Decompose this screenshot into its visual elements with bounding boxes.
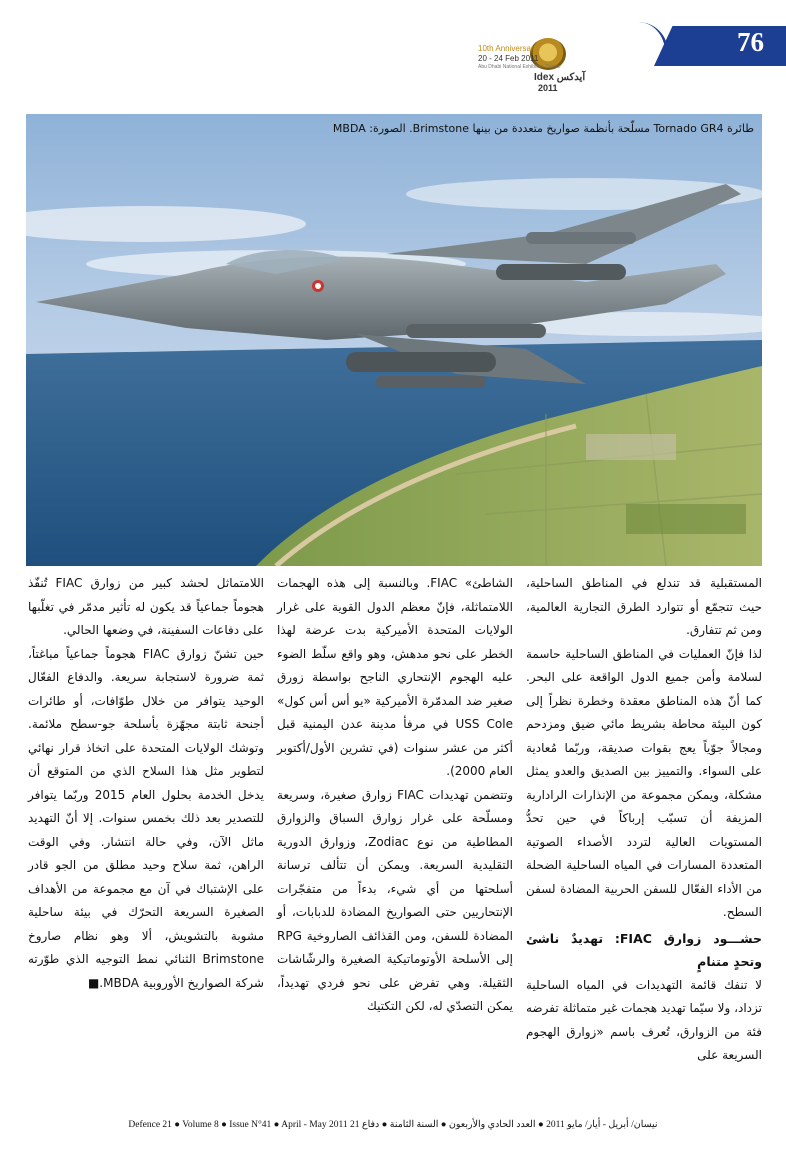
paragraph: حين تشنّ زوارق FIAC هجوماً جماعياً مباغتاً، ثمة ضرورة لاستجابة سريعة. والدفاع الفعّال الوحيد يتوافر من خلال طوّافات، أو طائرات أجنحة ثابتة مجهّزة بأسلحة جو-سطح ملائمة. وتوشك الولايات المتحدة على اتخاذ قرار نهائي لتطوير مثل هذا السلاح الذي من المتوقع أن يدخل الخدمة بحلول العام 2015 وربّما يتوافر للتصدير بعد ذلك بخمس سنوات. إلا أنّ التهديد ماثل الآن، وفي حالة انتشار. وفي الوقت الراهن، ثمة سلاح وحيد مطلق من الجو قادر على الإشتباك في آن مع مجموعة من الأهداف الصغيرة السريعة التحرّك في بيئة ساحلية مشوبة بالتشويش، ألا وهو نظام صاروخ Brimstone الثنائي نمط التوجيه الذي طوّرته شركة الصواريخ الأوروبية MBDA.■: [28, 646, 264, 990]
paragraph: وتتضمن تهديدات FIAC زوارق صغيرة، وسريعة ومسلّحة على غرار زوارق السباق والزوارق المطاطية من نوع Zodiac، وزوارق الدورية التقليدية السريعة. ويمكن أن تتألف ترسانة أسلحتها من أي شيء، بدءاً من متفجّرات الإنتحاريين حتى الصواريخ المضادة للدبابات، أو المضادة للسفن، ومن القذائف الصاروخية RPG إلى الأسلحة الأوتوماتيكية الصغيرة والرشّاشات الثقيلة. وهي تفرض على نحو فردي تهديداً، يمكن التصدّي له، لكن التكتيك: [277, 787, 513, 1013]
paragraph: لا تنفك قائمة التهديدات في المياه الساحلية تزداد، ولا سيّما تهديد هجمات غير متماثلة تفرضه فئة من الزوارق، تُعرف باسم «زوارق الهجوم السريعة على: [526, 977, 762, 1062]
paragraph: الشاطئ» FIAC. وبالنسبة إلى هذه الهجمات اللامتماثلة، فإنّ معظم الدول القوية على غرار الولايات المتحدة الأميركية بدت عرضة لهذا الخطر على نحو مدهش، وهو واقع سلّط الضوء عليه الهجوم الإنتحاري الناجح بواسطة زورق صغير ضد المدمّرة الأميركية «يو أس أس كول» USS Cole في مرفأ مدينة عدن اليمنية قبل أكثر من عشر سنوات (في تشرين الأول/أكتوبر العام 2000).: [277, 576, 513, 778]
tornado-aircraft-illustration: [26, 114, 762, 566]
section-heading: حشـــود زوارق FIAC: تهديدٌ ناشئ وتحدٍ متنامٍ: [526, 930, 762, 969]
article-column-left: [28, 572, 264, 995]
paragraph: اللامتماثل لحشد كبير من زوارق FIAC تُنفّذ هجوماً جماعياً قد يكون له تأثير مدمّر في تغلّبها على دفاعات السفينة، في وضعها الحالي.: [28, 576, 264, 637]
idex-logo: [478, 36, 618, 96]
paragraph: المستقبلية قد تندلع في المناطق الساحلية، حيث تتجمّع أو تتوارد الطرق التجارية العالمية، ومن ثم تتفارق.: [526, 576, 762, 637]
page-number: 76: [737, 27, 764, 57]
logo-english-line1: 10th Anniversary: [478, 44, 538, 53]
tornado-photo: [26, 114, 762, 566]
paragraph: لذا فإنّ العمليات في المناطق الساحلية حاسمة لسلامة وأمن جميع الدول الواقعة على البحر. كما أنّ هذه المناطق معقدة وخطرة نظراً إلى كون البيئة محاطة بشريط مائي ضيق ومزدحم ومجالاً جوّياً يعج بقوات صديقة، وربّما مُعادية على السواء. والتمييز بين الصديق والعدو يمثل مشكلة، ويمكن مجموعة من الإنذارات الرادارية المزيفة أن تسبّب إرباكاً في حين تحدُّ المستويات العالية لتردد الأصداء الصوتية المتعددة المسارات في المياه الساحلية الضحلة من الأداء الفعّال للسفن الحربية المضادة لسفن السطح.: [526, 646, 762, 919]
page-number-tab: [654, 26, 786, 66]
photo-caption: طائرة Tornado GR4 مسلّحة بأنظمة صواريخ متعددة من بينها Brimstone. الصورة: MBDA: [332, 122, 754, 135]
logo-year: 2011: [538, 83, 558, 93]
logo-english-line2: 20 - 24 Feb 2011: [478, 54, 539, 63]
article-column-right: [526, 572, 762, 1068]
logo-english-line3: Abu Dhabi National Exhibition Centre: [478, 64, 561, 70]
logo-name: Idex آيدكس: [534, 72, 586, 83]
article-column-middle: [277, 572, 513, 1019]
page-footer: Defence 21 ● Volume 8 ● Issue N°41 ● April - May 2011 نيسان/ أبريل - أيار/ مايو 2011 ● العدد الحادي والأربعون ● السنة الثامنة ● دفاع 21: [128, 1120, 658, 1130]
